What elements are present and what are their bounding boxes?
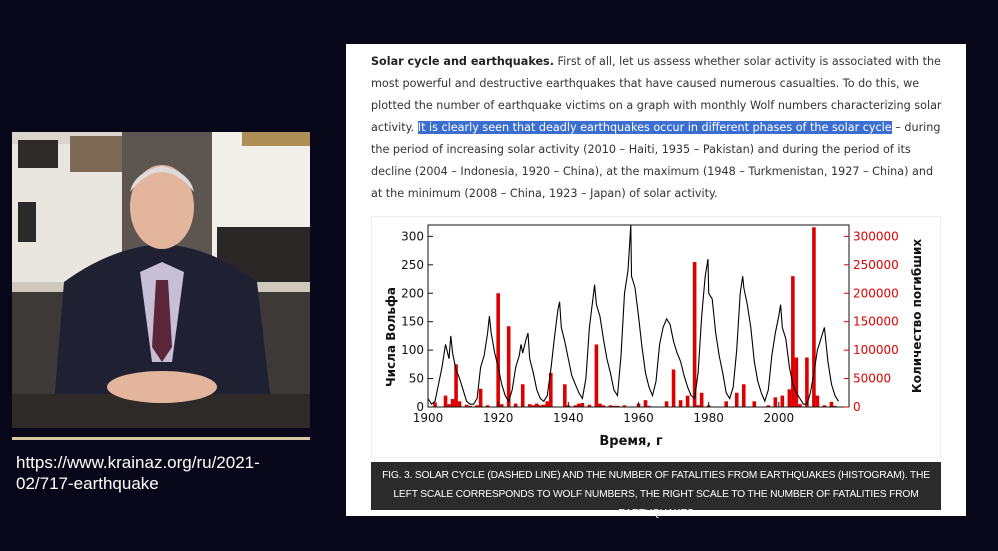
- y-tick-label-left: 300: [401, 229, 424, 244]
- fatalities-bar: [496, 293, 500, 407]
- y-tick-label-right: 200000: [853, 286, 899, 301]
- fatalities-bar: [598, 404, 602, 407]
- fatalities-bar: [686, 396, 690, 407]
- y-tick-label-right: 150000: [853, 314, 899, 329]
- y-tick-label-right: 250000: [853, 257, 899, 272]
- fatalities-bar: [700, 393, 704, 407]
- highlighted-text: It is clearly seen that deadly earthquakes occur in different phases of the solar cycle: [417, 121, 892, 134]
- paragraph-text-after: – during the period of increasing solar activity (2010 – Haiti, 1935 – Pakistan) and during the period of its decline (2004 – Indonesia, 1920 – China), at the maximum (1948 – Turkmenistan, 1927 – China) and at the minimum (2008 – China, 1923 – Japan) of solar activity.: [371, 121, 941, 200]
- y-tick-label-left: 150: [401, 314, 424, 329]
- y-tick-label-left: 100: [401, 343, 424, 358]
- y-tick-label-right: 100000: [853, 343, 899, 358]
- x-tick-label: 1920: [482, 411, 514, 425]
- fatalities-bar: [514, 404, 518, 407]
- y-tick-label-left: 0: [416, 400, 424, 414]
- fatalities-bar: [458, 401, 462, 407]
- y-axis-label-right: Количество погибших: [910, 238, 924, 394]
- x-tick-label: 1960: [623, 411, 654, 425]
- source-url[interactable]: https://www.krainaz.org/ru/2021-02/717-earthquake: [16, 453, 260, 493]
- x-tick-label: 1940: [553, 411, 584, 425]
- fatalities-bar: [451, 399, 455, 407]
- figure-caption: FIG. 3. SOLAR CYCLE (DASHED LINE) AND THE NUMBER OF FATALITIES FROM EARTHQUAKES (HISTOGRAM). THE LEFT SCALE CORRESPONDS TO WOLF NUMBERS, THE RIGHT SCALE TO THE NUMBER OF FATALITIES FROM EARTHQUAKES: [371, 462, 941, 510]
- fatalities-bar: [577, 404, 581, 407]
- fatalities-bar: [595, 344, 599, 407]
- fatalities-bar: [735, 393, 739, 407]
- paragraph-lead: Solar cycle and earthquakes.: [371, 55, 554, 68]
- fatalities-bar: [788, 389, 792, 407]
- chart-container: [371, 216, 941, 458]
- article-paragraph: [371, 51, 946, 205]
- fatalities-bar: [535, 404, 539, 407]
- x-axis-label: Время, г: [599, 434, 663, 449]
- fatalities-bar: [433, 402, 437, 407]
- fatalities-bar: [479, 389, 483, 407]
- x-tick-label: 2000: [763, 411, 795, 425]
- fatalities-bar: [724, 401, 728, 407]
- y-tick-label-right: 0: [853, 400, 861, 414]
- paragraph-text-before: First of all, let us assess whether solar activity is associated with the most powerful and destructive earthquakes that have caused numerous casualties. To do this, we plotted the number of earthquake victims on a graph with monthly Wolf numbers characterizing solar activity.: [371, 55, 942, 134]
- presenter-video: [12, 132, 310, 428]
- fatalities-bar: [795, 358, 799, 407]
- fatalities-bar: [679, 400, 683, 407]
- article-card: [346, 44, 966, 519]
- fatalities-bar: [752, 401, 756, 407]
- fatalities-bar: [581, 403, 585, 407]
- fatalities-bar: [521, 384, 525, 407]
- y-tick-label-right: 300000: [853, 229, 899, 244]
- chart: [371, 216, 941, 458]
- fatalities-bar: [665, 401, 669, 407]
- y-tick-label-left: 250: [401, 257, 424, 272]
- y-axis-label-left: Числа Вольфа: [384, 286, 398, 388]
- fatalities-bar: [742, 384, 746, 407]
- fatalities-bar: [563, 384, 567, 407]
- y-tick-label-left: 200: [401, 286, 424, 301]
- divider-line: [12, 437, 310, 440]
- x-tick-label: 1900: [412, 411, 444, 425]
- fatalities-bar: [644, 400, 648, 407]
- fatalities-bar: [830, 402, 834, 407]
- x-tick-label: 1980: [693, 411, 724, 425]
- presenter-image: [12, 132, 310, 428]
- fatalities-bar: [781, 396, 785, 407]
- fatalities-bar: [816, 396, 820, 407]
- fatalities-bar: [444, 396, 448, 407]
- fatalities-bar: [672, 369, 676, 407]
- y-tick-label-left: 50: [408, 371, 424, 386]
- fatalities-bar: [507, 326, 511, 407]
- fatalities-bar: [774, 397, 778, 407]
- fatalities-bar: [545, 401, 549, 407]
- y-tick-label-right: 50000: [853, 371, 892, 386]
